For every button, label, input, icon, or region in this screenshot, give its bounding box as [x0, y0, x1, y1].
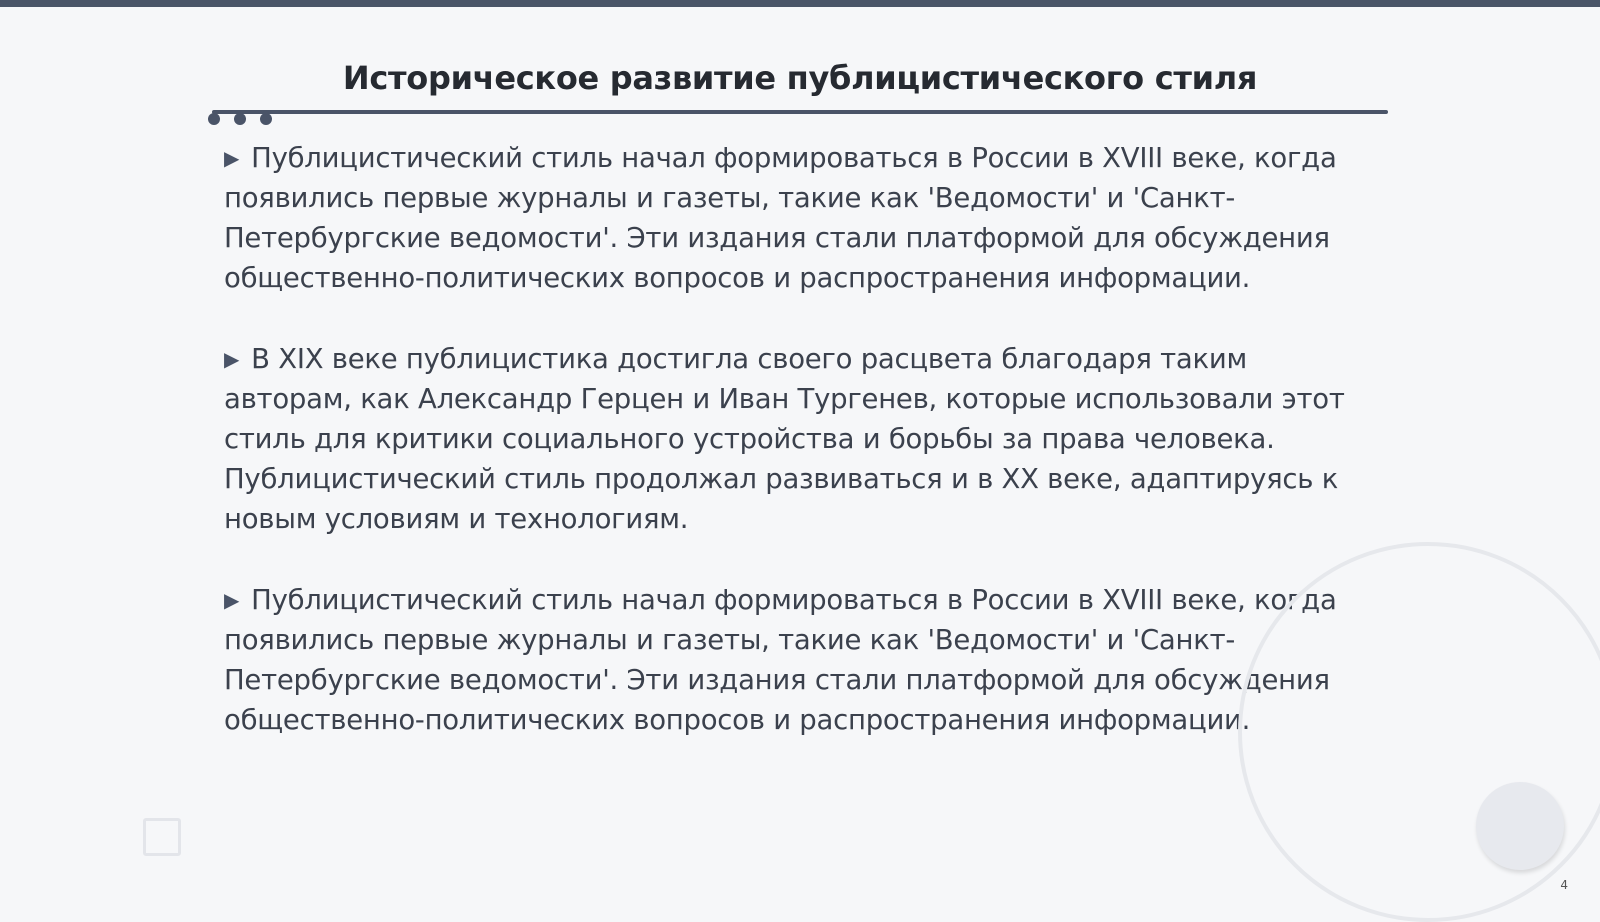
bullet-item — [224, 138, 1364, 298]
bullet-text: Публицистический стиль начал формироваться в России в XVIII веке, когда появились первые журналы и газеты, такие как 'Ведомости' и 'Санкт-Петербургские ведомости'. Эти издания стали платформой для обсуждения общественно-политических вопросов и распространения информации. — [224, 584, 1337, 736]
bullet-text: В XIX веке публицистика достигла своего расцвета благодаря таким авторам, как Александр Герцен и Иван Тургенев, которые использовали этот стиль для критики социального устройства и борьбы за права человека. Публицистический стиль продолжал развиваться и в XX веке, адаптируясь к новым условиям и технологиям. — [224, 343, 1345, 535]
triangle-bullet-icon: ▶ — [224, 347, 240, 371]
underline-dot — [260, 113, 272, 125]
underline-dot — [208, 113, 220, 125]
underline-dot — [234, 113, 246, 125]
bullet-item — [224, 339, 1364, 539]
decorative-circle — [1476, 782, 1564, 870]
triangle-bullet-icon: ▶ — [224, 588, 240, 612]
bullet-list — [224, 138, 1364, 781]
slide-title: Историческое развитие публицистического стиля — [342, 59, 1258, 97]
top-accent-bar — [0, 0, 1600, 7]
page-number: 4 — [1560, 878, 1568, 892]
triangle-bullet-icon: ▶ — [224, 146, 240, 170]
bullet-item — [224, 580, 1364, 740]
decorative-square — [143, 818, 181, 856]
decorative-ring — [1238, 542, 1600, 922]
bullet-text: Публицистический стиль начал формироваться в России в XVIII веке, когда появились первые журналы и газеты, такие как 'Ведомости' и 'Санкт-Петербургские ведомости'. Эти издания стали платформой для обсуждения общественно-политических вопросов и распространения информации. — [224, 142, 1337, 294]
title-underline — [212, 110, 1388, 114]
